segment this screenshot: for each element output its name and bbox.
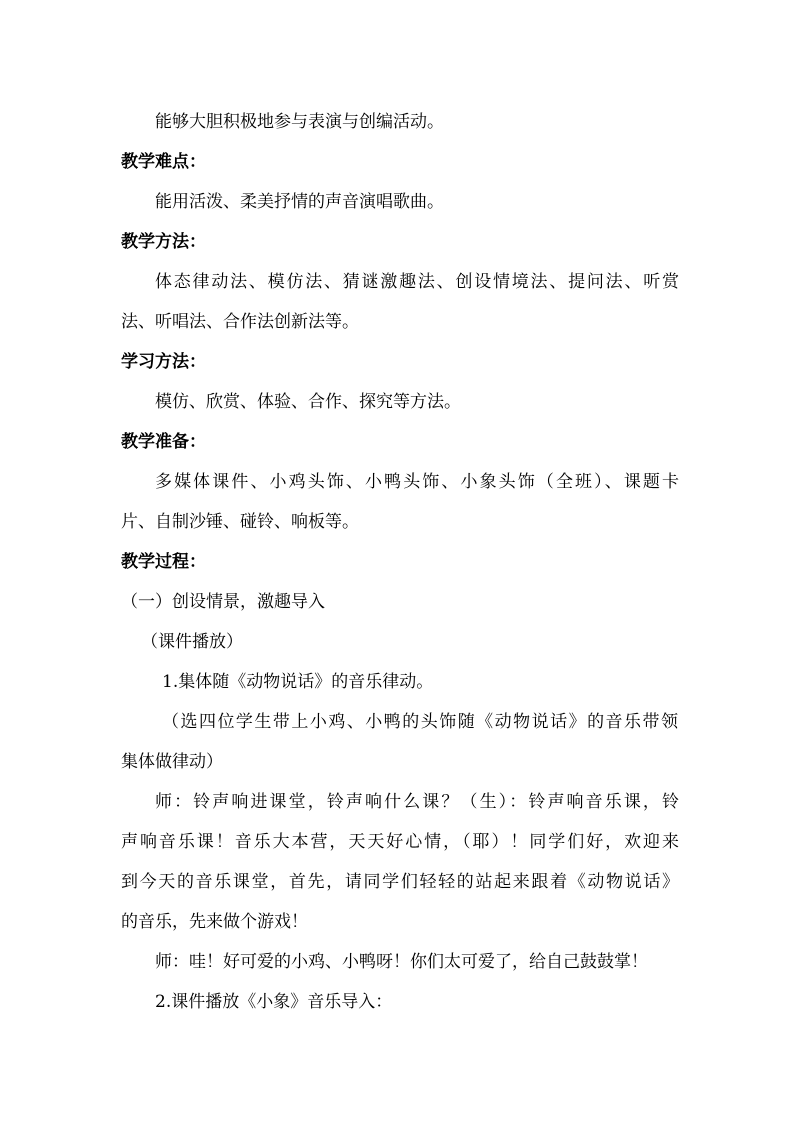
section-title-one: （一）创设情景，激趣导入 — [121, 592, 325, 612]
dialogue-paragraph-line2: 声响音乐课！音乐大本营，天天好心情，（耶）！同学们好，欢迎来 — [121, 832, 679, 852]
paragraph-teaching-difficulty: 能用活泼、柔美抒情的声音演唱歌曲。 — [155, 192, 444, 212]
step-two-title: 2.课件播放《小象》音乐导入： — [155, 992, 393, 1012]
step-one-note-line2: 集体做律动） — [121, 752, 223, 772]
paragraph-teaching-methods-line1: 体态律动法、模仿法、猜谜激趣法、创设情境法、提问法、听赏 — [155, 272, 679, 292]
dialogue-paragraph-line4: 的音乐，先来做个游戏！ — [121, 912, 308, 932]
paragraph-goal-line: 能够大胆积极地参与表演与创编活动。 — [155, 112, 444, 132]
paragraph-learning-methods: 模仿、欣赏、体验、合作、探究等方法。 — [155, 392, 461, 412]
paragraph-preparation-line2: 片、自制沙锤、碰铃、响板等。 — [121, 512, 359, 532]
heading-teaching-methods: 教学方法： — [121, 232, 206, 252]
heading-teaching-preparation: 教学准备： — [121, 432, 206, 452]
teacher-praise-line: 师：哇！好可爱的小鸡、小鸭呀！你们太可爱了，给自己鼓鼓掌！ — [155, 952, 648, 972]
heading-teaching-process: 教学过程： — [121, 552, 206, 572]
dialogue-paragraph-line1: 师：铃声响进课堂，铃声响什么课？（生）：铃声响音乐课，铃 — [155, 792, 679, 812]
paragraph-teaching-methods-line2: 法、听唱法、合作法创新法等。 — [121, 312, 359, 332]
note-courseware-play: （课件播放） — [141, 632, 243, 652]
heading-learning-methods: 学习方法： — [121, 352, 206, 372]
paragraph-preparation-line1: 多媒体课件、小鸡头饰、小鸭头饰、小象头饰（全班）、课题卡 — [155, 472, 679, 492]
step-one-title: 1.集体随《动物说话》的音乐律动。 — [162, 672, 434, 692]
heading-teaching-difficulty: 教学难点： — [121, 152, 206, 172]
step-one-note-line1: （选四位学生带上小鸡、小鸭的头饰随《动物说话》的音乐带领 — [162, 712, 678, 732]
dialogue-paragraph-line3: 到今天的音乐课堂，首先，请同学们轻轻的站起来跟着《动物说话》 — [121, 872, 679, 892]
